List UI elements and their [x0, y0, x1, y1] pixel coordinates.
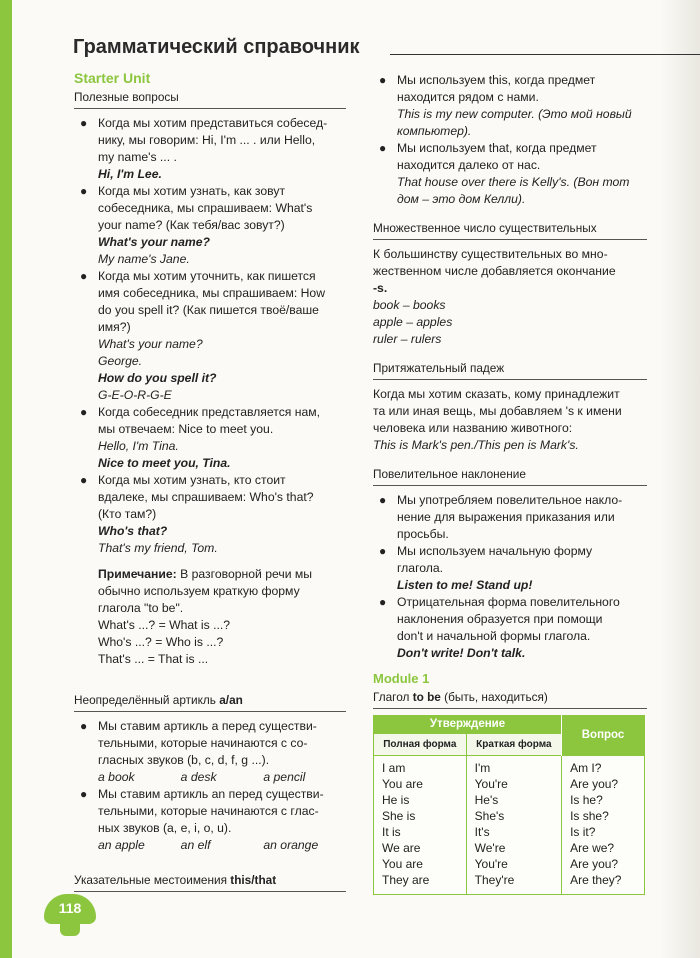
example: Listen to me! Stand up! — [397, 578, 533, 592]
section-heading-indefinite-article: Неопределённый артикль a/an — [74, 692, 346, 712]
page-number-badge: 118 — [44, 894, 96, 924]
example: This is my new computer. (Это мой новый — [397, 107, 632, 121]
title-rule — [390, 54, 700, 55]
table-header-affirmative: Утверждение — [374, 716, 562, 734]
section-heading-useful-questions: Полезные вопросы — [74, 89, 346, 109]
example: G-E-O-R-G-E — [98, 388, 172, 402]
example: компьютер). — [397, 124, 472, 138]
questions-cell: Am I? Are you? Is he? Is she? Is it? Are we? Are you? Are they? — [562, 756, 645, 895]
plural-text: К большинству существительных во мно- жественном числе добавляется окончание -s. — [373, 247, 616, 295]
bullet-item: ● Мы ставим артикль an перед существи- тельными, которые начинаются с глас- ных звуков (a, e, i, o, u). — [80, 787, 324, 835]
section-heading-plural: Множественное число существительных — [373, 220, 647, 240]
section-heading-demonstratives: Указательные местоимения this/that — [74, 872, 346, 892]
possessive-text: Когда мы хотим сказать, кому принадлежит та или иная вещь, мы добавляем 's к имени человека или названию животного: — [373, 387, 622, 435]
example: Hi, I'm Lee. — [98, 167, 162, 181]
article-examples: a book a desk a pencil — [98, 770, 306, 784]
module-heading: Module 1 — [373, 671, 430, 686]
table-header-short-form: Краткая форма — [466, 734, 561, 756]
full-forms-cell: I am You are He is She is It is We are You are They are — [374, 756, 467, 895]
page-title: Грамматический справочник — [73, 36, 360, 58]
bullet-icon: ● — [379, 141, 387, 155]
bullet-item: ● Мы используем that, когда предмет находится далеко от нас. — [379, 141, 597, 172]
article-examples: an apple an elf an orange — [98, 838, 319, 852]
unit-heading: Starter Unit — [74, 70, 151, 86]
bullet-item: ● Когда мы хотим узнать, кто стоит вдалеке, мы спрашиваем: Who's that? (Кто там?) — [80, 473, 314, 521]
green-margin-bar — [0, 0, 12, 958]
bullet-item: ● Когда мы хотим представиться собесед- нику, мы говорим: Hi, I'm ... . или Hello, my name's ... . — [80, 116, 328, 164]
bullet-icon: ● — [379, 73, 387, 87]
example: How do you spell it? — [98, 371, 217, 385]
bullet-item: ● Когда собеседник представляется нам, мы отвечаем: Nice to meet you. — [80, 405, 321, 436]
section-heading-possessive: Притяжательный падеж — [373, 360, 647, 380]
example: What's your name? — [98, 235, 210, 249]
example: Who's that? — [98, 524, 168, 538]
example: My name's Jane. — [98, 252, 190, 266]
verb-heading: Глагол to be (быть, находиться) — [373, 689, 647, 709]
short-forms: What's ...? = What is ...? Who's ...? = Who is ...? That's ... = That is ... — [98, 618, 231, 666]
bullet-icon: ● — [80, 405, 88, 419]
right-column — [373, 72, 647, 895]
bullet-icon: ● — [379, 493, 387, 507]
possessive-example: This is Mark's pen./This pen is Mark's. — [373, 438, 579, 452]
plural-example: ruler – rulers — [373, 332, 442, 346]
mushroom-stem-icon — [60, 922, 80, 936]
table-header-question: Вопрос — [562, 716, 645, 756]
bullet-icon: ● — [80, 473, 88, 487]
bullet-icon: ● — [80, 787, 88, 801]
bullet-item: ● Когда мы хотим уточнить, как пишется имя собеседника, мы спрашиваем: How do you spell it? (Как пишется твоё/ваше имя?) — [80, 269, 325, 334]
example: Nice to meet you, Tina. — [98, 456, 231, 470]
to-be-table — [373, 715, 645, 895]
page-fold-shadow — [660, 0, 700, 958]
bullet-item: ● Мы употребляем повелительное накло- нение для выражения приказания или просьбы. — [379, 493, 623, 541]
example: What's your name? — [98, 337, 203, 351]
bullet-icon: ● — [80, 269, 88, 283]
bullet-item: ● Мы используем this, когда предмет находится рядом с нами. — [379, 73, 596, 104]
note-label: Примечание: — [98, 567, 177, 581]
bullet-icon: ● — [80, 719, 88, 733]
example: дом – это дом Келли). — [397, 192, 526, 206]
example: That house over there is Kelly's. (Вон тот — [397, 175, 630, 189]
table-header-full-form: Полная форма — [374, 734, 467, 756]
plural-example: book – books — [373, 298, 446, 312]
bullet-icon: ● — [379, 595, 387, 609]
plural-example: apple – apples — [373, 315, 453, 329]
bullet-item: ● Мы ставим артикль a перед существи- тельными, которые начинаются с со- гласных звуков (b, c, d, f, g ...). — [80, 719, 317, 767]
example: George. — [98, 354, 143, 368]
bullet-item: ● Отрицательная форма повелительного наклонения образуется при помощи don't и начальной формы глагола. — [379, 595, 620, 643]
bullet-item: ● Когда мы хотим узнать, как зовут собеседника, мы спрашиваем: What's your name? (Как тебя/вас зовут?) — [80, 184, 313, 232]
note: Примечание: В разговорной речи мы обычно используем краткую форму глагола "to be". — [98, 567, 313, 615]
bullet-icon: ● — [379, 544, 387, 558]
bullet-icon: ● — [80, 116, 88, 130]
bullet-icon: ● — [80, 184, 88, 198]
example: Hello, I'm Tina. — [98, 439, 179, 453]
example: Don't write! Don't talk. — [397, 646, 526, 660]
section-heading-imperative: Повелительное наклонение — [373, 466, 647, 486]
example: That's my friend, Tom. — [98, 541, 218, 555]
left-column — [74, 70, 346, 898]
short-forms-cell: I'm You're He's She's It's We're You're They're — [466, 756, 561, 895]
bullet-item: ● Мы используем начальную форму глагола. — [379, 544, 593, 575]
